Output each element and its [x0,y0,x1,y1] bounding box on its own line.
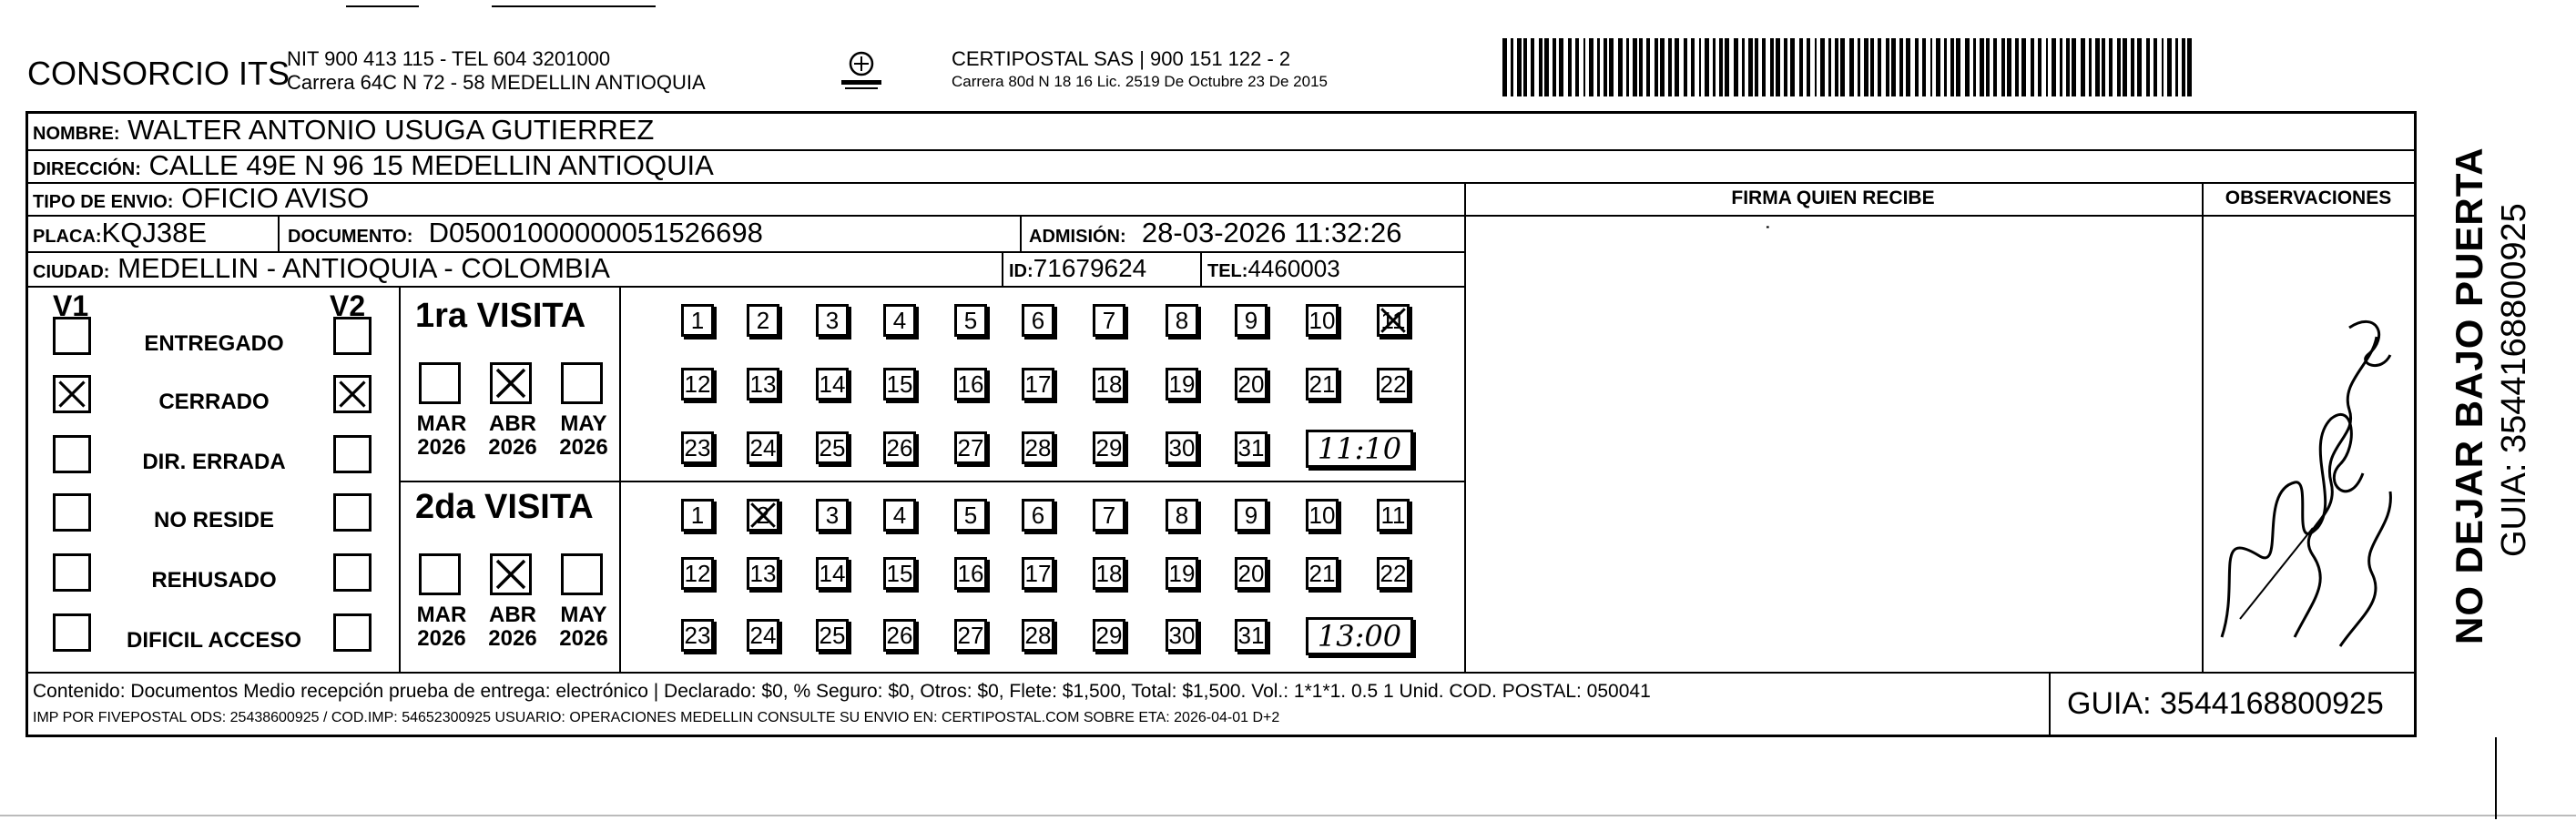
first-visit-title: 1ra VISITA [415,297,586,335]
second-day-box[interactable]: 21 [1306,557,1339,590]
footer-guia: GUIA: 3544168800925 [2067,686,2384,721]
status-label: DIFICIL ACCESO [126,628,301,653]
firma-header: FIRMA QUIEN RECIBE [1731,188,1935,208]
v2-header: V2 [330,289,366,322]
second-day-box[interactable]: 24 [747,619,779,652]
second-day-box[interactable]: 28 [1022,619,1054,652]
first-day-box[interactable]: 18 [1093,368,1125,400]
first-day-box[interactable]: 1 [681,304,714,337]
footer-contenido: Contenido: Documentos Medio recepción prueba de entrega: electrónico | Declarado: $0, % Seguro: $0, Otros: $0, Flete: $1,500, Total: $1,500. Vol.: 1*1*1. 0.5 1 Unid. COD. POSTAL: 050041 [33,681,1651,702]
first-day-box[interactable]: 23 [681,431,714,464]
first-day-box[interactable]: 15 [883,368,916,400]
first-time-box[interactable]: 11:10 [1306,430,1413,468]
direccion-label: DIRECCIÓN: [33,159,141,179]
barcode [1502,38,2194,96]
second-day-box[interactable]: 17 [1022,557,1054,590]
ciudad-value: MEDELLIN - ANTIOQUIA - COLOMBIA [117,252,610,284]
second-day-box[interactable]: 11 [1377,499,1410,532]
status-label: DIR. ERRADA [142,450,286,474]
first-day-box[interactable]: 28 [1022,431,1054,464]
second-month-checkbox[interactable] [490,553,532,595]
second-year-label: 2026 [417,626,466,651]
first-day-box[interactable]: 9 [1235,304,1268,337]
second-month-checkbox[interactable] [561,553,603,595]
second-day-box[interactable]: 7 [1093,499,1125,532]
placa-value: KQJ38E [101,217,207,248]
first-day-box[interactable]: 22 [1377,368,1410,400]
company-name: CONSORCIO ITS [27,55,290,92]
second-day-box[interactable]: 18 [1093,557,1125,590]
certipostal-logo [836,46,887,96]
id-row [1009,251,1146,286]
v2-checkbox[interactable] [333,553,372,592]
second-year-label: 2026 [559,626,608,651]
observaciones-header: OBSERVACIONES [2225,188,2392,208]
documento-label: DOCUMENTO: [288,227,413,247]
v1-checkbox[interactable] [53,553,91,592]
admision-label: ADMISIÓN: [1029,227,1126,247]
nombre-label: NOMBRE: [33,124,120,144]
first-month-label: MAY [560,411,607,436]
second-day-box[interactable]: 12 [681,557,714,590]
second-month-label: MAY [560,603,607,627]
tipo-label: TIPO DE ENVIO: [33,192,174,212]
id-label: ID: [1009,261,1033,281]
second-year-label: 2026 [488,626,537,651]
first-day-box[interactable]: 16 [954,368,987,400]
second-day-box[interactable]: 2 [747,499,779,532]
status-label: ENTREGADO [144,331,284,356]
tel-label: TEL: [1207,261,1248,281]
first-day-box[interactable]: 26 [883,431,916,464]
documento-row [288,215,763,251]
tel-row [1207,251,1340,286]
first-day-box[interactable]: 17 [1022,368,1054,400]
first-day-box[interactable]: 21 [1306,368,1339,400]
footer-imp: IMP POR FIVEPOSTAL ODS: 25438600925 / COD.IMP: 54652300925 USUARIO: OPERACIONES MEDELLIN CONSULTE SU ENVIO EN: CERTIPOSTAL.COM SOBRE ETA: 2026-04-01 D+2 [33,710,1280,725]
v1-header: V1 [53,289,89,322]
v2-checkbox[interactable] [333,435,372,473]
first-day-box[interactable]: 6 [1022,304,1054,337]
postal-name: CERTIPOSTAL SAS | 900 151 122 - 2 [952,47,1291,70]
status-label: REHUSADO [151,568,277,593]
documento-value: D05001000000051526698 [428,217,763,248]
company-address: Carrera 64C N 72 - 58 MEDELLIN ANTIOQUIA [287,71,706,94]
second-day-box[interactable]: 20 [1235,557,1268,590]
v2-checkbox[interactable] [333,493,372,532]
side-guia: GUIA: 3544168800925 [2495,203,2533,557]
second-day-box[interactable]: 15 [883,557,916,590]
first-day-box[interactable]: 31 [1235,431,1268,464]
signature [2204,255,2413,664]
first-day-box[interactable]: 19 [1166,368,1198,400]
id-value: 71679624 [1033,254,1147,282]
second-month-label: ABR [489,603,536,627]
placa-label: PLACA: [33,227,102,247]
first-day-box[interactable]: 2 [747,304,779,337]
second-day-box[interactable]: 16 [954,557,987,590]
v2-checkbox[interactable] [333,375,372,413]
tel-value: 4460003 [1247,255,1340,282]
tipo-row [33,182,369,215]
first-day-box[interactable]: 27 [954,431,987,464]
nombre-value: WALTER ANTONIO USUGA GUTIERREZ [127,114,655,146]
first-year-label: 2026 [488,435,537,460]
first-day-box[interactable]: 12 [681,368,714,400]
second-day-box[interactable]: 5 [954,499,987,532]
v2-checkbox[interactable] [333,317,372,355]
second-visit-title: 2da VISITA [415,488,594,526]
first-day-box[interactable]: 20 [1235,368,1268,400]
second-time-box[interactable]: 13:00 [1306,617,1413,655]
second-month-checkbox[interactable] [419,553,461,595]
second-day-box[interactable]: 9 [1235,499,1268,532]
placa-row [33,215,207,251]
first-day-box[interactable]: 11 [1377,304,1410,337]
first-day-box[interactable]: 24 [747,431,779,464]
first-day-box[interactable]: 7 [1093,304,1125,337]
ciudad-row [33,251,610,286]
second-day-box[interactable]: 22 [1377,557,1410,590]
nombre-row [33,111,654,149]
second-day-box[interactable]: 31 [1235,619,1268,652]
first-month-checkbox[interactable] [419,362,461,404]
second-day-box[interactable]: 14 [816,557,849,590]
company-nit: NIT 900 413 115 - TEL 604 3201000 [287,47,611,70]
v1-checkbox[interactable] [53,375,91,413]
first-day-box[interactable]: 10 [1306,304,1339,337]
first-day-box[interactable]: 25 [816,431,849,464]
second-day-box[interactable]: 30 [1166,619,1198,652]
first-year-label: 2026 [417,435,466,460]
direccion-row [33,149,714,182]
admision-value: 28-03-2026 11:32:26 [1141,217,1402,248]
first-day-box[interactable]: 30 [1166,431,1198,464]
first-day-box[interactable]: 29 [1093,431,1125,464]
status-label: CERRADO [158,390,270,414]
v1-checkbox[interactable] [53,613,91,652]
first-day-box[interactable]: 8 [1166,304,1198,337]
first-day-box[interactable]: 13 [747,368,779,400]
second-day-box[interactable]: 10 [1306,499,1339,532]
first-year-label: 2026 [559,435,608,460]
v1-checkbox[interactable] [53,435,91,473]
direccion-value: CALLE 49E N 96 15 MEDELLIN ANTIOQUIA [148,149,714,181]
second-day-box[interactable]: 3 [816,499,849,532]
first-month-checkbox[interactable] [561,362,603,404]
v1-checkbox[interactable] [53,493,91,532]
tipo-value: OFICIO AVISO [181,182,370,214]
first-month-label: MAR [416,411,467,436]
first-month-checkbox[interactable] [490,362,532,404]
side-notice: NO DEJAR BAJO PUERTA [2448,147,2490,644]
second-month-label: MAR [416,603,467,627]
first-day-box[interactable]: 3 [816,304,849,337]
v2-checkbox[interactable] [333,613,372,652]
second-day-box[interactable]: 8 [1166,499,1198,532]
second-day-box[interactable]: 6 [1022,499,1054,532]
second-day-box[interactable]: 29 [1093,619,1125,652]
status-label: NO RESIDE [153,508,275,532]
second-day-box[interactable]: 26 [883,619,916,652]
ciudad-label: CIUDAD: [33,262,110,282]
postal-address: Carrera 80d N 18 16 Lic. 2519 De Octubre 23 De 2015 [952,73,1328,90]
first-day-box[interactable]: 5 [954,304,987,337]
second-day-box[interactable]: 23 [681,619,714,652]
first-day-box[interactable]: 14 [816,368,849,400]
second-day-box[interactable]: 25 [816,619,849,652]
first-day-box[interactable]: 4 [883,304,916,337]
second-day-box[interactable]: 19 [1166,557,1198,590]
v1-checkbox[interactable] [53,317,91,355]
second-day-box[interactable]: 27 [954,619,987,652]
first-month-label: ABR [489,411,536,436]
admision-row [1029,215,1401,251]
second-day-box[interactable]: 13 [747,557,779,590]
second-day-box[interactable]: 4 [883,499,916,532]
second-day-box[interactable]: 1 [681,499,714,532]
firma-dot: ˙ [1765,224,1771,244]
